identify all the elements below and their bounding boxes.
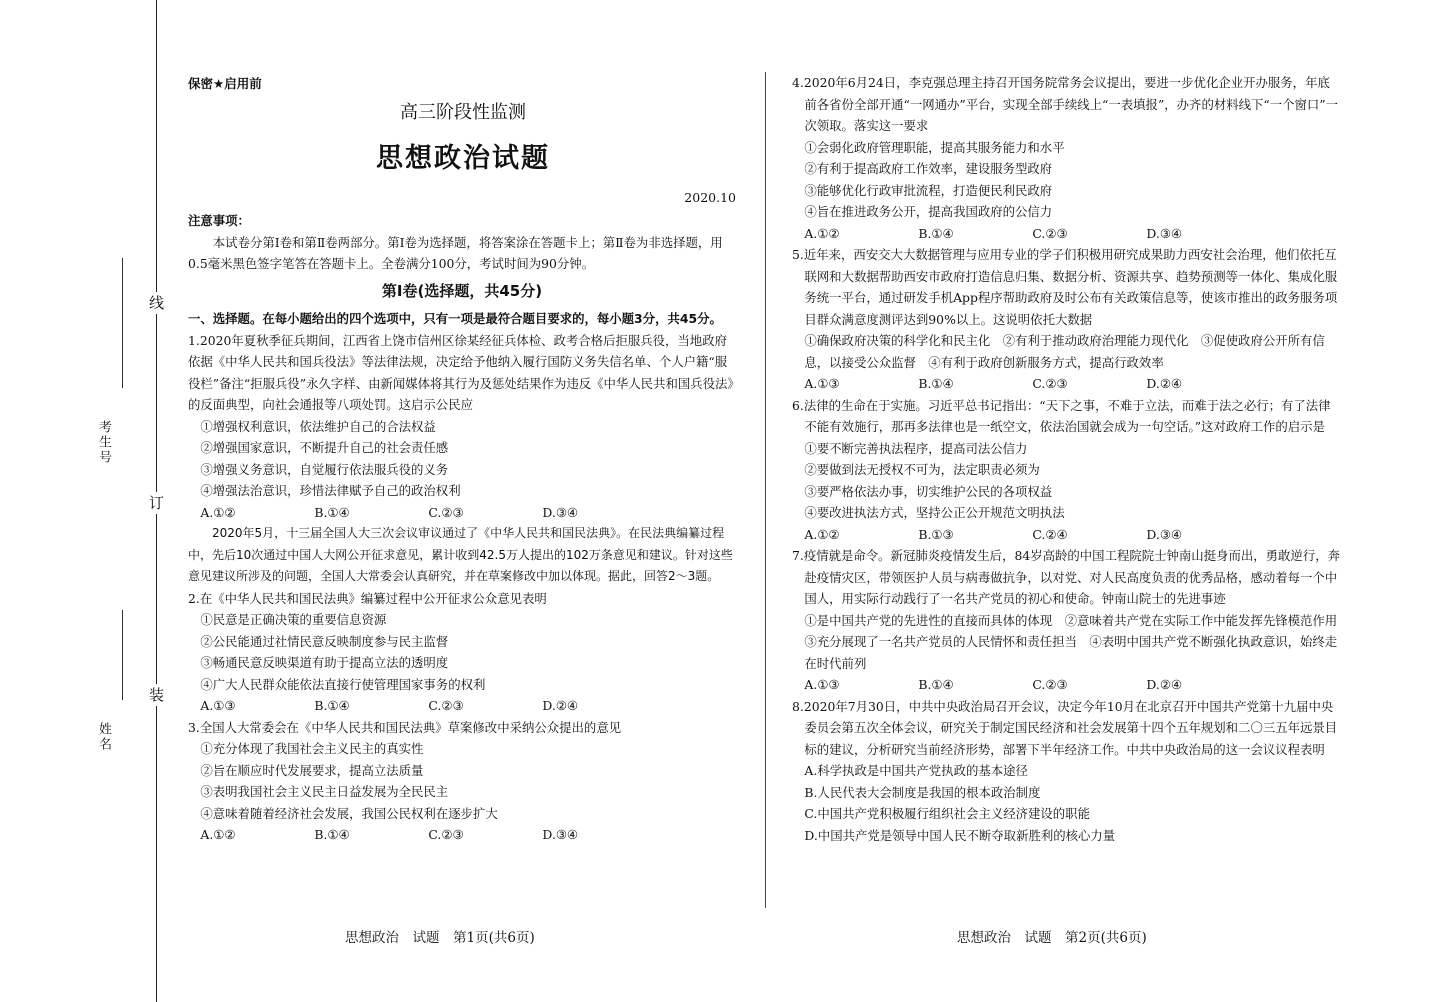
option-item: A.科学执政是中国共产党执政的基本途径 (804, 763, 1028, 778)
option-item: ②要做到法无授权不可为，法定职责必须为 (804, 462, 1040, 477)
notice-body: 本试卷分第Ⅰ卷和第Ⅱ卷两部分。第Ⅰ卷为选择题，将答案涂在答题卡上；第Ⅱ卷为非选择题，用0.5毫米黑色签字笔答在答题卡上。全卷满分100分，考试时间为90分钟。 (188, 234, 723, 271)
answer-choices (792, 373, 1342, 395)
answer-choices (188, 502, 736, 524)
option-item: ③能够优化行政审批流程，打造便民利民政府 (804, 182, 1053, 198)
choice-b: B.①④ (918, 225, 954, 241)
option-item: ④广大人民群众能依法直接行使管理国家事务的权利 (200, 676, 486, 692)
question-6 (792, 395, 1342, 546)
choice-d: D.③④ (1146, 526, 1183, 542)
exam-no-write-line (122, 258, 123, 388)
answer-choices (792, 524, 1342, 546)
choice-b: B.①④ (918, 677, 954, 692)
option-item: ①是中国共产党的先进性的直接而具体的体现 ②意味着共产党在实际工作中能发挥先锋模范作用 ③充分展现了一名共产党员的人民情怀和责任担当 ④表明中国共产党不断强化执政意识，始终走在时代前列 (804, 612, 1350, 671)
question-stem: 4.2020年6月24日，李克强总理主持召开国务院常务会议提出，要进一步优化企业开办服务，年底前各省份全部开通“一网通办”平台，实现全部手续线上“一表填报”，办齐的材料线下“一个窗口”一次领取。落实这一要求 (792, 75, 1339, 133)
question-7 (792, 545, 1350, 696)
notice-heading: 注意事项： (188, 213, 250, 228)
choice-a: A.①③ (804, 376, 840, 391)
option-item: ④要改进执法方式，坚持公正公开规范文明执法 (804, 505, 1065, 520)
confidential-mark: 保密★启用前 (188, 76, 262, 91)
section-instruction: 一、选择题。在每小题给出的四个选项中，只有一项是最符合题目要求的，每小题3分，共45分。 (188, 311, 722, 326)
option-item: ②增强国家意识，不断提升自己的社会责任感 (200, 440, 449, 455)
option-item: B.人民代表大会制度是我国的根本政治制度 (804, 784, 1041, 800)
binding-char-staple: 订 (149, 494, 165, 512)
choice-a: A.①② (804, 225, 840, 241)
exam-date: 2020.10 (684, 190, 736, 205)
column-divider (765, 72, 766, 908)
question-stem: 3.全国人大常委会在《中华人民共和国民法典》草案修改中采纳公众提出的意见 (188, 719, 622, 735)
choice-a: A.①③ (804, 677, 840, 692)
passage-text: 2020年5月，十三届全国人大三次会议审议通过了《中华人民共和国民法典》。在民法典编纂过程中，先后10次通过中国人大网公开征求意见，累计收到42.5万人提出的102万条意见和建议。针对这些意见建议所涉及的问题，全国人大常委会认真研究，并在草案修改中加以体现。据此，回答2～3题。 (188, 526, 733, 583)
option-item: ④意味着随着经济社会发展，我国公民权利在逐步扩大 (200, 805, 498, 821)
question-stem: 6.法律的生命在于实施。习近平总书记指出：“天下之事，不难于立法，而难于法之必行；有了法律不能有效施行，那再多法律也是一纸空文，依法治国就会成为一句空话。”这对政府工作的启示是 (792, 397, 1331, 434)
choice-b: B.①④ (314, 504, 350, 520)
choice-b: B.①④ (314, 827, 350, 842)
choice-d: D.②④ (1146, 677, 1183, 692)
option-item: ①会弱化政府管理职能，提高其服务能力和水平 (804, 139, 1065, 155)
option-item: D.中国共产党是领导中国人民不断夺取新胜利的核心力量 (804, 827, 1116, 843)
question-3 (188, 717, 736, 846)
binding-char-bind: 装 (149, 686, 165, 704)
option-item: ①确保政府决策的科学化和民主化 ②有利于推动政府治理能力现代化 ③促使政府公开所有信息，以接受公众监督 ④有利于政府创新服务方式，提高行政效率 (804, 333, 1325, 370)
choice-c: C.②③ (1032, 225, 1068, 241)
option-item: ③要严格依法办事，切实维护公民的各项权益 (804, 483, 1053, 499)
choice-c: C.②③ (428, 698, 464, 713)
question-stem: 1.2020年夏秋季征兵期间，江西省上饶市信州区徐某经征兵体检、政考合格后拒服兵役，当地政府依据《中华人民共和国兵役法》等法律法规，决定给予他纳入履行国防义务失信名单、个人户籍“服役栏”备注“拒服兵役”永久字样、由新闻媒体将其行为及惩处结果作为违反《中华人民共和国兵役法》的反面典型，向社会通报等八项处罚。这启示公民应 (188, 332, 734, 412)
choice-c: C.②④ (1032, 526, 1068, 542)
choice-a: A.①③ (200, 698, 236, 713)
choice-d: D.③④ (542, 827, 579, 842)
choice-a: A.①② (804, 526, 840, 542)
choice-a: A.①② (200, 827, 236, 842)
answer-choices (792, 674, 1342, 696)
answer-choices (792, 223, 1342, 245)
answer-choices (188, 824, 736, 846)
section-heading: 第Ⅰ卷(选择题，共45分) (381, 281, 543, 300)
option-item: ③表明我国社会主义民主日益发展为全民民主 (200, 784, 449, 799)
question-8 (792, 696, 1342, 847)
question-stem: 5.近年来，西安交大大数据管理与应用专业的学子们积极用研究成果助力西安社会治理，他们依托互联网和大数据帮助西安市政府打造信息归集、数据分析、资源共享、趋势预测等一体化、集成化服务统一平台，通过研发手机App程序帮助政府及时公布有关政策信息等，使该市推出的政务服务项目群众满意度测评达到90%以上。这说明依托大数据 (792, 247, 1338, 327)
question-stem: 2.在《中华人民共和国民法典》编纂过程中公开征求公众意见表明 (188, 590, 547, 606)
question-4 (792, 72, 1342, 244)
option-item: ①民意是正确决策的重要信息资源 (200, 612, 387, 627)
footer-page-1: 思想政治 试题 第1页(共6页) (345, 930, 535, 946)
option-item: C.中国共产党积极履行组织社会主义经济建设的职能 (804, 806, 1090, 821)
choice-c: C.②③ (428, 504, 464, 520)
footer-page-2: 思想政治 试题 第2页(共6页) (957, 930, 1147, 946)
answer-choices (188, 695, 736, 717)
option-item: ④旨在推进政务公开，提高我国政府的公信力 (804, 204, 1053, 219)
question-stem: 8.2020年7月30日，中共中央政治局召开会议，决定今年10月在北京召开中国共产党第十九届中央委员会第五次全体会议，研究关于制定国民经济和社会发展第十四个五年规划和二〇三五年远景目标的建议，分析研究当前经济形势，部署下半年经济工作。中共中央政治局的这一会议议程表明 (792, 698, 1338, 757)
question-5 (792, 244, 1342, 395)
option-item: ①要不断完善执法程序，提高司法公信力 (804, 440, 1028, 456)
choice-b: B.①④ (314, 698, 350, 713)
question-2 (188, 588, 736, 717)
name-label: 姓名 (96, 722, 111, 752)
choice-c: C.②③ (1032, 677, 1068, 692)
option-item: ③增强义务意识，自觉履行依法服兵役的义务 (200, 461, 449, 477)
exam-title: 思想政治试题 (376, 143, 550, 174)
choice-d: D.②④ (542, 698, 579, 713)
option-item: ④增强法治意识，珍惜法律赋予自己的政治权利 (200, 483, 461, 498)
option-item: ①充分体现了我国社会主义民主的真实性 (200, 741, 424, 756)
left-column (188, 210, 736, 846)
binding-char-line: 线 (149, 294, 165, 312)
question-stem: 7.疫情就是命令。新冠肺炎疫情发生后，84岁高龄的中国工程院院士钟南山挺身而出，勇敢逆行，奔赴疫情灾区，带领医护人员与病毒做抗争，以对党、对人民高度负责的优秀品格，感动着每一个中国人，用实际行动践行了一名共产党员的初心和使命。钟南山院士的先进事迹 (792, 548, 1340, 606)
option-item: ③畅通民意反映渠道有助于提高立法的透明度 (200, 655, 449, 670)
option-item: ②旨在顺应时代发展要求，提高立法质量 (200, 762, 424, 778)
choice-d: D.③④ (542, 504, 579, 520)
question-1 (188, 330, 736, 524)
choice-a: A.①② (200, 504, 236, 520)
option-item: ②公民能通过社情民意反映制度参与民主监督 (200, 633, 449, 649)
choice-c: C.②③ (428, 827, 464, 842)
choice-b: B.①③ (918, 526, 954, 542)
choice-c: C.②③ (1032, 376, 1068, 391)
exam-subtitle: 高三阶段性监测 (400, 102, 526, 123)
choice-d: D.③④ (1146, 225, 1183, 241)
option-item: ①增强权利意识，依法维护自己的合法权益 (200, 418, 436, 434)
name-write-line (122, 610, 123, 700)
exam-no-label: 考生号 (96, 420, 111, 465)
right-column (792, 72, 1350, 846)
choice-b: B.①④ (918, 376, 954, 391)
choice-d: D.②④ (1146, 376, 1183, 391)
option-item: ②有利于提高政府工作效率，建设服务型政府 (804, 161, 1053, 176)
